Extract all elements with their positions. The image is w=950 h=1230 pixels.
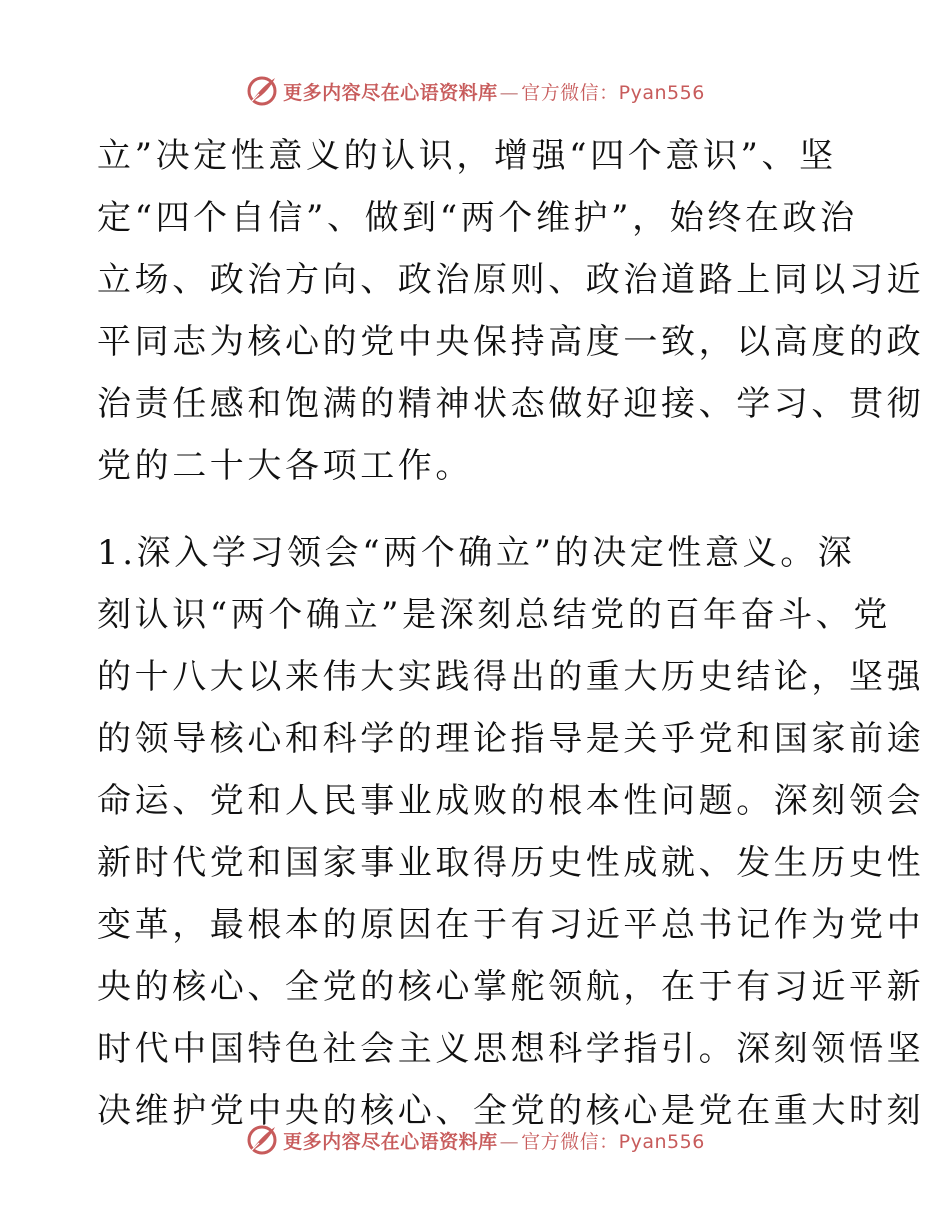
text-line: 治责任感和饱满的精神状态做好迎接、学习、贯彻 (97, 384, 925, 424)
text-line: 1.深入学习领会“两个确立”的决定性意义。深 (97, 533, 856, 573)
footer-banner-main: 更多内容尽在心语资料库 (283, 1130, 498, 1153)
text-line: 命运、党和人民事业成败的根本性问题。深刻领会 (97, 781, 925, 821)
text-line: 央的核心、全党的核心掌舵领航，在于有习近平新 (97, 967, 925, 1007)
feather-pen-logo-icon (245, 1123, 279, 1157)
text-line: 党的二十大各项工作。 (97, 446, 473, 486)
text-line: 变革，最根本的原因在于有习近平总书记作为党中 (97, 905, 925, 945)
footer-banner-wechat: 官方微信：Pyan556 (521, 1130, 705, 1153)
text-line: 时代中国特色社会主义思想科学指引。深刻领悟坚 (97, 1029, 925, 1069)
footer-banner-text (283, 1127, 705, 1154)
header-banner-text (283, 78, 705, 105)
header-banner-separator: — (499, 81, 520, 104)
paragraph-1 (97, 125, 925, 497)
paragraph-gap (97, 497, 853, 522)
header-banner-wechat: 官方微信：Pyan556 (521, 81, 705, 104)
text-line: 立场、政治方向、政治原则、政治道路上同以习近 (97, 260, 925, 300)
footer-banner (0, 1120, 950, 1160)
document-body (97, 125, 925, 1142)
text-line: 的十八大以来伟大实践得出的重大历史结论，坚强 (97, 657, 925, 697)
text-line: 刻认识“两个确立”是深刻总结党的百年奋斗、党 (97, 595, 891, 635)
footer-banner-separator: — (499, 1130, 520, 1153)
text-line: 定“四个自信”、做到“两个维护”，始终在政治 (97, 198, 858, 238)
header-banner (0, 71, 950, 111)
header-banner-main: 更多内容尽在心语资料库 (283, 81, 498, 104)
text-line: 新时代党和国家事业取得历史性成就、发生历史性 (97, 843, 925, 883)
paragraph-2 (97, 522, 925, 1142)
text-line: 平同志为核心的党中央保持高度一致，以高度的政 (97, 322, 925, 362)
text-line: 的领导核心和科学的理论指导是关乎党和国家前途 (97, 719, 925, 759)
text-line: 立”决定性意义的认识，增强“四个意识”、坚 (97, 136, 837, 176)
text-line: 决维护党中央的核心、全党的核心是党在重大时刻 (97, 1091, 925, 1131)
feather-pen-logo-icon (245, 74, 279, 108)
